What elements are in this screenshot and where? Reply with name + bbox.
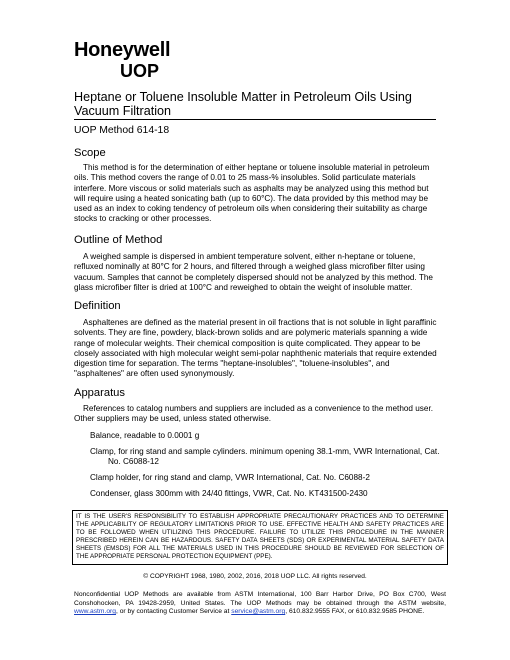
apparatus-item: Balance, readable to 0.0001 g — [90, 431, 200, 440]
heading-definition: Definition — [74, 300, 121, 312]
astm-website-link[interactable]: www.astm.org — [74, 608, 116, 616]
honeywell-uop-logo — [74, 40, 170, 80]
footer-text: , 610.832.9555 FAX, or 610.832.9585 PHONE. — [285, 608, 425, 616]
footer-text: , or by contacting Customer Service at — [116, 608, 232, 616]
astm-email-link[interactable]: service@astm.org — [231, 608, 286, 616]
apparatus-text: References to catalog numbers and suppliers are included as a convenience to the method user. Other suppliers may be used, unless stated otherwise. — [74, 404, 434, 424]
footer-text: Nonconfidential UOP Methods are available from ASTM International, 100 Barr Harbor Drive, PO Box C700, West Conshohocken, PA 19428-2959, United States. The UOP Methods may be obtained through the ASTM website, — [74, 591, 446, 607]
heading-apparatus: Apparatus — [74, 387, 125, 399]
apparatus-item: Condenser, glass 300mm with 24/40 fittings, VWR, Cat. No. KT431500-2430 — [90, 489, 368, 498]
apparatus-item: Clamp holder, for ring stand and clamp, VWR International, Cat. No. C6088-2 — [90, 473, 370, 482]
definition-text: Asphaltenes are defined as the material present in oil fractions that is not soluble in light paraffinic solvents. They are fine, powdery, black-brown solids and are polymeric materials spanning a wide range of molecular weights. Their chemical composition is quite complicated. They appear to be closely associated with high molecular weight semi-polar naphthenic materials that require extended digestion time for separation. The terms "heptane-insolubles", "toluene-insolubles", and "asphaltenes" are often used synonymously. — [74, 318, 437, 379]
heading-scope: Scope — [74, 147, 106, 159]
outline-text: A weighed sample is dispersed in ambient temperature solvent, either n-heptane or toluene, refluxed nominally at 80°C for 2 hours, and filtered through a weighed glass microfiber filter using vacuum. Samples that cannot be completely dispersed should not be analyzed by this method. The glass microfiber filter is dried at 100°C and reweighed to obtain the weight of insoluble matter. — [74, 252, 433, 292]
copyright-notice: © COPYRIGHT 1968, 1980, 2002, 2016, 2018 UOP LLC. All rights reserved. — [143, 573, 367, 580]
scope-text: This method is for the determination of either heptane or toluene insoluble material in petroleum oils. This method covers the range of 0.01 to 25 mass-% insolubles. Solid particulate materials interfere. More viscous or solid materials such as asphalts may be analyzed using this method but will require using a heated sonicating bath (up to 60°C). The data provided by this method may be used as an index to coking tendency of petroleum oils when considering their suitability as charge stocks to cracking or other processes. — [74, 163, 430, 224]
heading-outline: Outline of Method — [74, 234, 163, 246]
method-number: UOP Method 614-18 — [74, 125, 170, 136]
logo-honeywell: Honeywell — [74, 39, 171, 61]
logo-uop: UOP — [120, 61, 160, 81]
safety-warning-box: IT IS THE USER'S RESPONSIBILITY TO ESTABLISH APPROPRIATE PRECAUTIONARY PRACTICES AND TO DETERMINE THE APPLICABILITY OF REGULATORY LIMITATIONS PRIOR TO USE. EFFECTIVE HEALTH AND SAFETY PRACTICES ARE TO BE FOLLOWED WHEN UTILIZING THIS PROCEDURE. FAILURE TO UTILIZE THIS PROCEDURE IN THE MANNER PRESCRIBED HEREIN CAN BE HAZARDOUS. SAFETY DATA SHEETS (SDS) OR EXPERIMENTAL MATERIAL SAFETY DATA SHEETS (EMSDS) FOR ALL THE MATERIALS USED IN THIS PROCEDURE SHOULD BE REVIEWED FOR SELECTION OF THE APPROPRIATE PERSONAL PROTECTION EQUIPMENT (PPE). — [72, 510, 448, 565]
footer-notice — [74, 591, 446, 617]
document-title: Heptane or Toluene Insoluble Matter in Petroleum Oils Using Vacuum Filtration — [74, 90, 436, 120]
apparatus-item: Clamp, for ring stand and sample cylinders. minimum opening 38.1-mm, VWR International, Cat. No. C6088-12 — [90, 447, 440, 467]
